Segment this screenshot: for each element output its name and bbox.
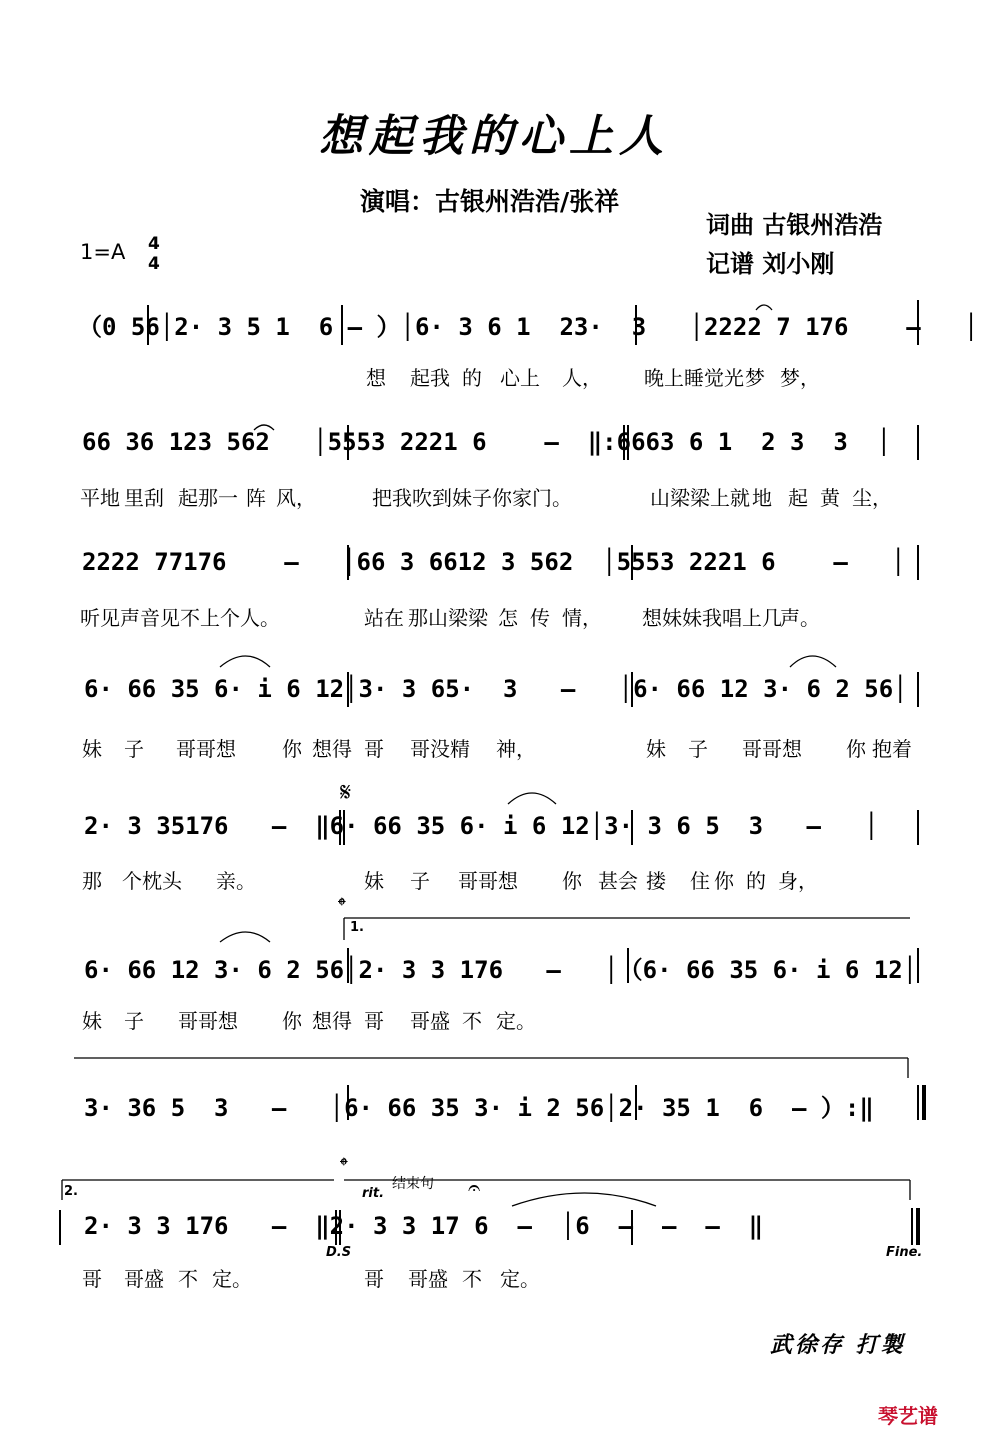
lyric: 你 — [846, 737, 866, 761]
notes-row-8: 2· 3 3 176 – ‖2· 3 3 17 6 – │6 – – – ‖ — [84, 1212, 764, 1240]
lyric: 哥 — [364, 1267, 384, 1291]
lyric: 山梁梁上就 — [650, 486, 750, 510]
lyric: 声。 — [780, 606, 820, 630]
lyric: 起那一 — [178, 486, 238, 510]
lyric: 身， — [778, 869, 818, 893]
lyric: 甚会 — [598, 869, 638, 893]
coda-sign: 𝄌 — [338, 894, 346, 919]
time-top: 4 — [148, 234, 160, 254]
lyric: 的 — [746, 869, 766, 893]
lyric: 哥哥想 — [178, 1009, 238, 1033]
lyric: 你 — [282, 737, 302, 761]
lyric: 亲。 — [216, 869, 256, 893]
lyric: 梦 — [745, 366, 765, 390]
lyric: 住 — [690, 869, 710, 893]
lyric: 定。 — [496, 1009, 536, 1033]
lyric: 个枕头 — [122, 869, 182, 893]
lyric: 不 — [462, 1009, 482, 1033]
volta-1: 1. — [350, 920, 364, 935]
lyric: 听见声音见不上个人。 — [80, 606, 280, 630]
lyric: 哥 — [364, 1009, 384, 1033]
song-title: 想起我的心上人 — [319, 111, 669, 162]
lyric: 妹 — [82, 1009, 102, 1033]
transcriber-credit: 记谱 刘小刚 — [706, 250, 835, 278]
lyric: 哥盛 — [124, 1267, 164, 1291]
site-logo: 琴艺谱 — [878, 1404, 938, 1428]
lyric: 哥哥想 — [176, 737, 236, 761]
lyric: 那 — [82, 869, 102, 893]
segno-sign: 𝄋 — [340, 778, 352, 808]
lyric: 哥盛 — [408, 1267, 448, 1291]
fine-mark: Fine. — [886, 1245, 923, 1260]
lyric: 里刮 — [124, 486, 164, 510]
lyric: 地 — [752, 486, 772, 510]
lyric: 尘， — [852, 486, 892, 510]
fermata-sign: 𝄐 — [468, 1176, 481, 1201]
lyric: 哥哥想 — [458, 869, 518, 893]
notes-row-4: 6· 66 35 6· i 6 12│3· 3 65· 3 – │6· 66 12 3· 6 2 56│ — [84, 675, 908, 703]
lyric: 妹 — [364, 869, 384, 893]
lyric: 站在 — [364, 606, 404, 630]
time-signature — [148, 234, 160, 274]
lyric: 传 — [530, 606, 550, 630]
notes-row-2: 66 36 123 562 │5553 2221 6 – ‖:6663 6 1 2 3 3 │ — [82, 428, 892, 456]
lyric: 搂 — [646, 869, 666, 893]
lyric: 不 — [462, 1267, 482, 1291]
notes-row-1: （0 56│2· 3 5 1 6 – ）│6· 3 6 1 23· 3 │2222 7 176 – │ — [78, 313, 979, 341]
score-row-6 — [0, 950, 988, 1040]
lyric: 抱着 — [872, 737, 912, 761]
singer-credit: 演唱：古银州浩浩/张祥 — [360, 187, 620, 216]
lyric: 风， — [276, 486, 316, 510]
ending-phrase-label: 结束句 — [392, 1176, 434, 1192]
lyric: 梦， — [780, 366, 820, 390]
lyric: 妹 — [646, 737, 666, 761]
lyric: 定。 — [212, 1267, 252, 1291]
lyric: 神， — [496, 737, 536, 761]
time-bottom: 4 — [148, 254, 160, 274]
lyric: 子 — [688, 737, 708, 761]
lyric: 晚上睡觉光 — [644, 366, 744, 390]
notes-row-5: 2· 3 35176 – ‖6· 66 35 6· i 6 12│3· 3 6 5 3 – │ — [84, 812, 879, 840]
lyric: 妹 — [82, 737, 102, 761]
lyric: 把我吹到妹子你家门。 — [372, 486, 572, 510]
lyric: 想得 — [312, 737, 352, 761]
arranger-credit: 武徐存 打製 — [770, 1332, 906, 1358]
score-row-1 — [0, 307, 988, 397]
rit-mark: rit. — [362, 1186, 385, 1201]
lyric: 黄 — [820, 486, 840, 510]
lyric: 心上 — [500, 366, 540, 390]
lyric: 子 — [124, 1009, 144, 1033]
lyric: 子 — [124, 737, 144, 761]
score-row-7 — [0, 1088, 988, 1178]
lyric: 哥哥想 — [742, 737, 802, 761]
ds-mark: D.S — [326, 1245, 352, 1260]
lyric: 不 — [178, 1267, 198, 1291]
notes-row-3: 2222 77176 – │66 3 6612 3 562 │5553 2221 6 – │ — [82, 548, 906, 576]
lyric: 你 — [562, 869, 582, 893]
key-signature: 1=A — [80, 240, 126, 264]
notes-row-6: 6· 66 12 3· 6 2 56│2· 3 3 176 – │（6· 66 35 6· i 6 12│ — [84, 956, 918, 984]
lyric: 起 — [788, 486, 808, 510]
lyric: 想 — [366, 366, 386, 390]
lyric: 怎 — [498, 606, 518, 630]
lyric: 你 — [282, 1009, 302, 1033]
lyric: 阵 — [246, 486, 266, 510]
lyric: 子 — [410, 869, 430, 893]
lyric: 情， — [562, 606, 602, 630]
lyric: 起我 — [410, 366, 450, 390]
lyric: 哥没精 — [410, 737, 470, 761]
lyric: 哥 — [364, 737, 384, 761]
score-row-4 — [0, 675, 988, 765]
notes-row-7: 3· 36 5 3 – │6· 66 35 3· i 2 56│2· 35 1 6 – ）:‖ — [84, 1094, 874, 1122]
lyric: 人， — [562, 366, 602, 390]
lyric: 那山梁梁 — [408, 606, 488, 630]
coda-sign-2: 𝄌 — [340, 1154, 348, 1179]
lyric: 的 — [462, 366, 482, 390]
volta-2: 2. — [64, 1184, 78, 1199]
lyricist-credit: 词曲 古银州浩浩 — [706, 211, 883, 239]
lyric: 定。 — [500, 1267, 540, 1291]
lyric: 想妹妹我唱上几 — [642, 606, 782, 630]
lyric: 你 — [714, 869, 734, 893]
lyric: 平地 — [80, 486, 120, 510]
lyric: 哥 — [82, 1267, 102, 1291]
lyric: 哥盛 — [410, 1009, 450, 1033]
lyric: 想得 — [312, 1009, 352, 1033]
